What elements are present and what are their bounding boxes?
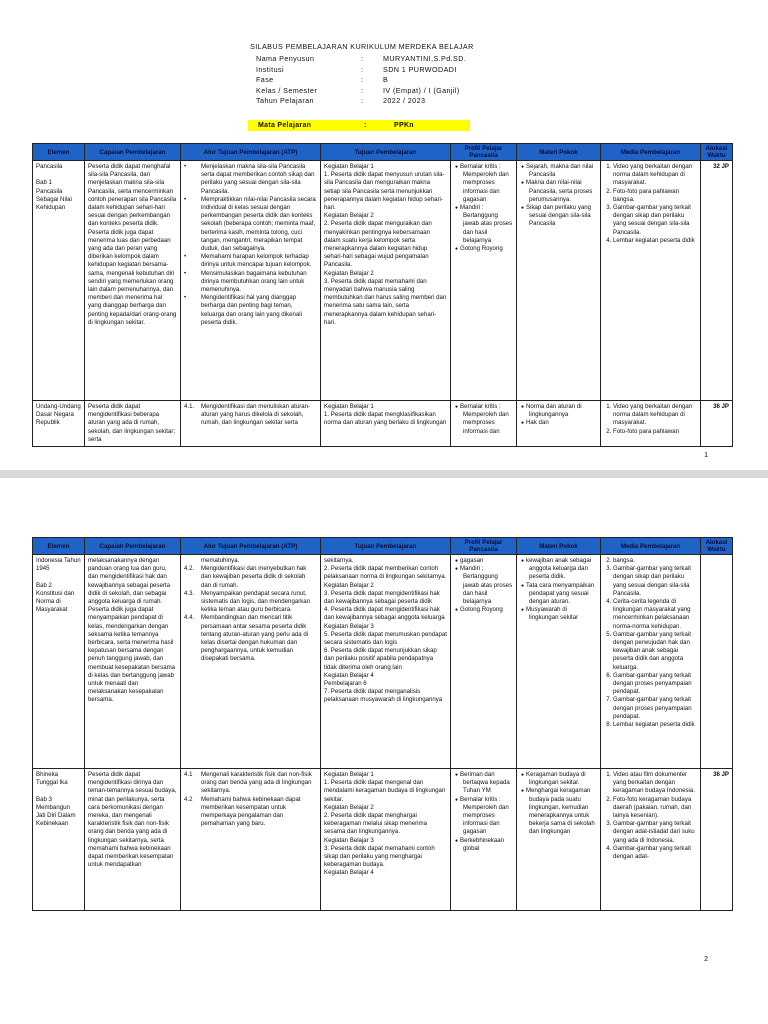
list-item: ● Berkebhinekaan global bbox=[463, 837, 513, 853]
atp-item: • Mempraktikkan nilai-nilai Pancasila secara individual di kelas sesuai dengan perkembangan peserta didik dan konteks sekolah (beberapa contoh; meminta maaf, berterima kasih, meminta tolong, cuci tangan, mengantri, merapikan tempat duduk, dan sebagainya. bbox=[184, 195, 316, 253]
text-line: Bab 3 bbox=[36, 795, 52, 803]
meta-value: B bbox=[383, 75, 389, 84]
atp-list bbox=[184, 557, 317, 664]
meta-row bbox=[250, 54, 474, 65]
column-header: Capaian Pembelajaran bbox=[85, 538, 181, 555]
list-item: ● Tata cara menyampaikan pendapat yang sesuai dengan aturan. bbox=[529, 582, 597, 607]
subject-label: Mata Pelajaran bbox=[258, 122, 312, 129]
atp-number: 4.1 bbox=[184, 771, 193, 778]
atp-item: 4.2. Mengidentifikasi dan menyebutkan hak dan kewajiban peserta didik di sekolah dan di rumah. bbox=[184, 565, 307, 589]
atp-cell bbox=[181, 401, 321, 447]
list-item: 2. Foto-foto keragaman budaya daerah (pakaian, rumah, dan lainya kesenian). bbox=[613, 796, 697, 821]
text-line: 7. Peserta didik dapat menganalisis pelaksanaan musyawarah di lingkungannya bbox=[324, 688, 443, 704]
atp-number: 4.1. bbox=[184, 403, 195, 410]
list-item: 1. Video yang berkaitan dengan norma dalam kehidupan di masyarakat. bbox=[613, 163, 697, 188]
atp-item: 4.2 Memahami bahwa kebinekaan dapat memberikan kesempatan untuk memperkaya pengalaman dan pemahaman yang baru. bbox=[184, 795, 301, 828]
text-line: Kegiatan Belajar 1 bbox=[324, 403, 374, 410]
column-header: Media Pembelajaran bbox=[601, 538, 701, 555]
meta-row bbox=[250, 65, 474, 76]
text-line: Kegiatan Belajar 3 bbox=[324, 836, 374, 844]
text-line: Peserta didik dapat menghafal sila-sila Pancasila, dan menjelaskan makna sila-sila Pancasila, serta mencerminkan contoh penerapan sila Pancasila dalam kehidupan sehari-hari sesuai dengan perkembangan dan konteks peserta didik. Peserta didik juga dapat menerima luas dan perbedaan yang ada dan peran yang diberikan kelompok dalam kehidupan kegiatan bersama-sama, mengenali kebutuhan diri sendiri yang memerlukan orang lain dalam pemenuhannya, dan memberi dan menerima hal yang dianggap berharga dan penting kepada/dari orang-orang di lingkungan sekitar. bbox=[88, 163, 177, 326]
list-item: 1. Video yang berkaitan dengan norma dalam kehidupan di masyarakat. bbox=[613, 403, 697, 428]
profil-cell bbox=[451, 555, 517, 769]
list-item: 8. Lembar kegiatan peserta didik bbox=[613, 721, 697, 729]
text-line: Kegiatan Belajar 2 bbox=[324, 269, 374, 277]
text-line: 3. Peserta didik dapat memahami dan menyadari bahwa manusia saling membutuhkan dan harus saling memberi dan menerima satu sama lain, serta menerapkannya dalam kehidupan sehari-hari. bbox=[324, 277, 447, 326]
column-header: Capaian Pembelajaran bbox=[85, 144, 181, 161]
atp-item: • Mensimulasikan bagaimana kebutuhan dirinya membutuhkan orang lain untuk memenuhinya. bbox=[184, 269, 307, 294]
text-line: 2. Peserta didik dapat memberikan contoh pelaksanaan norma di lingkungan sekitarnya. bbox=[324, 565, 447, 581]
meta-value: SDN 1 PURWODADI bbox=[383, 64, 457, 74]
list-item: ● Beriman dan bertaqwa kepada Tuhan YM bbox=[463, 771, 513, 796]
atp-number: • bbox=[184, 294, 187, 302]
list-item: 2. Foto-foto para pahlawan bangsa. bbox=[613, 188, 697, 204]
syllabus-table-page-2 bbox=[32, 537, 733, 911]
list-item: 5. Gambar-gambar yang terkait dengan perwujudan hak dan kewajiban anak sebagai peserta didik dan anggota keluarga. bbox=[613, 631, 697, 672]
list bbox=[520, 771, 597, 837]
text-line: Kegiatan Belajar 2 bbox=[324, 803, 374, 811]
text-line: Pancasila bbox=[36, 163, 63, 170]
list-item: ● Norma dan aturan di lingkungannya bbox=[529, 403, 597, 419]
list-item: 3. Gambar-gambar yang terkait dengan sikap dan perilaku yang sesuai dengan sila-sila Pancasila. bbox=[613, 204, 697, 237]
atp-number: • bbox=[184, 253, 187, 261]
syllabus-table-page-1 bbox=[32, 143, 733, 447]
list-item: ● Hak dan bbox=[529, 419, 597, 427]
elemen-cell bbox=[33, 161, 85, 401]
text-line: 3. Peserta didik dapat mengidentifikasi hak dan kewajibannya sebagai peserta didik bbox=[324, 589, 440, 606]
text-line: Kegiatan Belajar 1 bbox=[324, 771, 374, 778]
media-cell bbox=[601, 555, 701, 769]
atp-list bbox=[184, 771, 317, 828]
atp-number: 4.2. bbox=[184, 565, 195, 573]
list-item: ● Sikap dan perilaku yang sesuai dengan sila-sila Pancasila bbox=[529, 204, 597, 229]
atp-cell bbox=[181, 161, 321, 401]
text-line: Kegiatan Belajar 2 bbox=[324, 212, 374, 220]
text-line: melaksanakannya dengan panduan orang tua dan guru, dan mengidentifikasi hak dan kewajibannya sebagai peserta didik di sekolah, dan sebagai anggota keluarga di rumah. Peserta didik juga dapat menyampaikan pendapat di kelas, mendengarkan dengan seksama ketika temannya berbicara, serta menerima hasil kepatusan bersama dengan penuh tanggung jawab, dan membuat kesepakatan bersama di kelas dan bertanggung jawab untuk menaati dan melaksanakan kesepakatan bersama. bbox=[88, 557, 176, 704]
atp-cell bbox=[181, 769, 321, 911]
document-title: SILABUS PEMBELAJARAN KURIKULUM MERDEKA BELAJAR bbox=[250, 42, 474, 51]
atp-item: 4.4. Membandingkan dan mencari titik persamaan antar sesama peserta didik tentang aturan-aturan yang perlu ada di kelas disertai dengan hukuman dan penghargaannya, untuk kemudian disepakati bersama. bbox=[184, 614, 309, 663]
meta-key: Tahun Pelajaran bbox=[256, 96, 314, 105]
text-line: Peserta didik dapat mengidentifikasi beberapa aturan yang ada di rumah, sekolah, dan lingkungan sekitar; serta bbox=[88, 403, 176, 443]
profil-cell bbox=[451, 401, 517, 447]
atp-item: mematuhinya. bbox=[201, 557, 240, 564]
list-item: 4. Lembar kegiatan peserta didik bbox=[613, 237, 697, 245]
text-line: Pancasila Sebagai Nilai Kehidupan bbox=[36, 187, 72, 212]
subject-highlight: Mata Pelajaran : PPKn bbox=[248, 120, 470, 131]
list bbox=[604, 771, 697, 861]
elemen-cell bbox=[33, 401, 85, 447]
text-line: 1. Peserta didik dapat menyusun urutan sila-sila Pancasila dan menguraikan makna setiap sila Pancasila serta menunjukkan penerapannya dalam kegiatan hidup sehari-hari. bbox=[324, 171, 445, 212]
text-line: Kegiatan Belajar 4 bbox=[324, 869, 374, 877]
meta-row bbox=[250, 86, 474, 97]
document-header bbox=[250, 42, 474, 107]
text-line: Membangun Jati Diri Dalam Kebinekaan bbox=[36, 803, 76, 828]
capaian-cell bbox=[85, 555, 181, 769]
atp-item: 4.3. Menyampaikan pendapat secara runut, sistematis dan logis, dan mendengarkan ketika teman atau guru berbicara. bbox=[184, 589, 311, 614]
waktu-cell: 32 JP bbox=[701, 161, 733, 401]
atp-cell bbox=[181, 555, 321, 769]
list bbox=[454, 771, 513, 853]
tujuan-cell bbox=[321, 161, 451, 401]
atp-number: 4.3. bbox=[184, 589, 195, 597]
atp-item: • Mengidentifikasi hal yang dianggap berharga dan penting bagi teman, keluarga dan orang lain yang dikenali peserta didik. bbox=[184, 294, 302, 326]
list-item: 6. Gambar-gambar yang terkait dengan proses penyampaian pendapat. bbox=[613, 672, 697, 697]
text-line: Bab 1 bbox=[36, 179, 52, 187]
column-header: Alokasi Waktu bbox=[701, 144, 733, 161]
list-item: 7. Gambar-gambar yang terkait dengan proses penyampaian pendapat. bbox=[613, 696, 697, 721]
text-line: Pembelajaran 6 bbox=[324, 680, 367, 688]
text-line: Kegiatan Belajar 1 bbox=[324, 163, 374, 170]
text-line: 1. Peserta didik dapat mengklasifikasikan norma dan aturan yang berlaku di lingkungan bbox=[324, 411, 447, 427]
list-item: 2. Foto-foto para pahlawan bbox=[613, 428, 697, 436]
media-cell bbox=[601, 401, 701, 447]
meta-colon: : bbox=[361, 75, 364, 84]
column-header: Alur Tujuan Pembelajaran (ATP) bbox=[181, 144, 321, 161]
text-line: Peserta didik dapat mengidentifikasi dirinya dan teman-temannya sesuai budaya, minat dan perilakunya, serta cara berkomunikasi dengan mereka, dan mengenali karakteristik fisik dan non-fisik orang dan benda yang ada di lingkungan sekitarnya, serta memahami bahwa kebinekaan dapat memberikan kesempatan untuk mendapatkan bbox=[88, 771, 177, 869]
list-item: 2. bangsa. bbox=[613, 557, 697, 565]
column-header: Elemen bbox=[33, 144, 85, 161]
list bbox=[604, 557, 697, 729]
waktu-cell bbox=[701, 555, 733, 769]
meta-colon: : bbox=[361, 54, 364, 63]
meta-row bbox=[250, 96, 474, 107]
column-header: Materi Pokok bbox=[517, 538, 601, 555]
page-number: 2 bbox=[704, 956, 708, 963]
atp-item: • Menjelaskan makna sila-sila Pancasila serta dapat memberikan contoh sikap dan perilaku yang sesuai dengan sila-sila Pancasila. bbox=[184, 163, 315, 195]
atp-item: 4.1 Mengenali karakteristik fisik dan non-fisik orang dan benda yang ada di lingkungan sekitarnya. bbox=[184, 771, 312, 795]
column-header: Alur Tujuan Pembelajaran (ATP) bbox=[181, 538, 321, 555]
text-line: 5. Peserta didik dapat merumuskan pendapat secara sistematis dan logis bbox=[324, 630, 447, 647]
text-line: Kegiatan Belajar 3 bbox=[324, 622, 374, 630]
atp-list bbox=[184, 163, 317, 327]
list-item: 3. Gambar-gambar yang terkait dengan adat-istiadat dari suku yang ada di Indonesia. bbox=[613, 820, 697, 845]
atp-item: 4.1. Mengidentifikasi dan menuliskan aturan-aturan yang harus dikelola di sekolah, rumah, dan lingkungan sekitar serta bbox=[184, 403, 311, 427]
meta-colon: : bbox=[361, 64, 364, 74]
list-item: 1. Video atau film dokumenter yang berkaitan dengan keragaman budaya Indonesia. bbox=[613, 771, 697, 796]
column-header: Alokasi Waktu bbox=[701, 538, 733, 555]
list-item: ● Bernalar kritis : Memperoleh dan memproses informasi dan bbox=[463, 403, 513, 436]
media-cell bbox=[601, 161, 701, 401]
table-row bbox=[33, 769, 733, 911]
text-line: 3. Peserta didik dapat memahami contoh sikap dan perilaku yang menghargai keberagaman budaya. bbox=[324, 844, 435, 869]
tujuan-cell bbox=[321, 401, 451, 447]
list-item: ● Menghargai keragaman budaya pada suatu lingkungan, kemudian menerapkannya untuk bekerja sama di sekolah dan lingkungan bbox=[529, 787, 597, 836]
column-header: Tujuan Pembelajaran bbox=[321, 144, 451, 161]
list-item: ● Keragaman budaya di lingkungan sekitar. bbox=[529, 771, 597, 787]
column-header: Tujuan Pembelajaran bbox=[321, 538, 451, 555]
meta-colon: : bbox=[361, 96, 364, 105]
waktu-cell: 36 JP bbox=[701, 769, 733, 911]
text-line: Bhineka Tunggal Ika bbox=[36, 771, 68, 787]
capaian-cell bbox=[85, 769, 181, 911]
list-item: ● Sejarah, makna dan nilai Pancasila bbox=[529, 163, 597, 179]
list-item: ● Mandiri : Bertanggung jawab atas proses dan hasil belajarnya bbox=[463, 204, 513, 245]
profil-cell bbox=[451, 161, 517, 401]
atp-list bbox=[184, 403, 317, 428]
text-line: 2. Peserta didik dapat menguraikan dan menyakinkan pentingnya kebersamaan dalam suatu kerja kelompok serta menerapkannya dalam kegiatan hidup sehari-hari sebagai wujud pengamalan Pancasila. bbox=[324, 220, 432, 269]
materi-cell bbox=[517, 555, 601, 769]
capaian-cell bbox=[85, 401, 181, 447]
list bbox=[454, 403, 513, 436]
materi-cell bbox=[517, 161, 601, 401]
meta-colon: : bbox=[361, 85, 364, 95]
atp-number: 4.2 bbox=[184, 795, 193, 803]
text-line: Kegiatan Belajar 4 bbox=[324, 671, 374, 679]
list bbox=[454, 163, 513, 253]
atp-number: 4.4. bbox=[184, 614, 195, 622]
list bbox=[454, 557, 513, 614]
text-line: Undang-Undang Dasar Negara Republik bbox=[36, 403, 81, 427]
meta-key: Institusi bbox=[256, 64, 284, 74]
waktu-cell: 36 JP bbox=[701, 401, 733, 447]
atp-number: • bbox=[184, 163, 187, 170]
atp-number: • bbox=[184, 269, 187, 277]
tujuan-cell bbox=[321, 555, 451, 769]
list bbox=[604, 403, 697, 436]
list-item: ● Gotong Royong bbox=[463, 245, 513, 253]
column-header: Profil Pelajar Pancasila bbox=[451, 144, 517, 161]
column-header: Media Pembelajaran bbox=[601, 144, 701, 161]
table-row bbox=[33, 161, 733, 401]
meta-value: 2022 / 2023 bbox=[383, 96, 426, 105]
list-item: ● Musyawarah di lingkungan sekitar bbox=[529, 606, 597, 622]
column-header: Profil Pelajar Pancasila bbox=[451, 538, 517, 555]
materi-cell bbox=[517, 769, 601, 911]
meta-key: Kelas / Semester bbox=[256, 85, 318, 95]
subject-value: PPKn bbox=[394, 122, 414, 129]
text-line: 6. Peserta didik dapat menunjukkan sikap dan perilaku positif apabila pendapatnya tidak diterima oleh orang lain bbox=[324, 647, 437, 671]
text-line: Bab 2 bbox=[36, 581, 52, 589]
text-line: Indonesia Tahun 1945 bbox=[36, 557, 81, 573]
list-item: ● Bernalar kritis : Memperoleh dan memproses informasi dan gagasan bbox=[463, 796, 513, 837]
text-line: sekitarnya. bbox=[324, 557, 354, 564]
column-header: Elemen bbox=[33, 538, 85, 555]
list-item: 3. Gambar-gambar yang terkait dengan sikap dan perilaku yang sesuai dengan sila-sila Pancasila. bbox=[613, 565, 697, 598]
list-item: ● Makna dan nilai-nilai Pancasila, serta proses perumusannya. bbox=[529, 179, 597, 204]
list-item: ● gagasan bbox=[463, 557, 513, 565]
meta-key: Fase bbox=[256, 75, 274, 84]
meta-value: MURYANTINI,S.Pd.SD. bbox=[383, 54, 467, 63]
list-item: 4. Cerita-cerita legenda di lingkungan masyarakat yang mencerminkan pelaksanaan norma-norma kehidupan. bbox=[613, 598, 697, 631]
table-row bbox=[33, 401, 733, 447]
profil-cell bbox=[451, 769, 517, 911]
meta-row bbox=[250, 75, 474, 86]
meta-value: IV (Empat) / I (Ganjil) bbox=[383, 85, 460, 95]
text-line bbox=[36, 171, 81, 179]
text-line: 1. Peserta didik dapat mengenal dan mendalami keragaman budaya di lingkungan sekitar. bbox=[324, 779, 446, 803]
tujuan-cell bbox=[321, 769, 451, 911]
text-line: 2. Peserta didik dapat menghargai keberagaman melalui sikap menerima sesama dan lingkungannya. bbox=[324, 812, 427, 836]
list bbox=[520, 163, 597, 229]
atp-number: • bbox=[184, 195, 187, 203]
text-line bbox=[36, 787, 81, 795]
text-line: Kegiatan Belajar 2 bbox=[324, 581, 374, 589]
page-number: 1 bbox=[704, 452, 708, 459]
list-item: ● kewajiban anak sebagai anggota keluarga dan peserta didik. bbox=[529, 557, 597, 582]
page-2 bbox=[0, 478, 768, 1024]
text-line: 4. Peserta didik dapat mengidentifikasi hak dan kewajibannya sebagai anggota keluarga bbox=[324, 606, 445, 622]
list-item: ● Mandiri : Bertanggung jawab atas proses dan hasil belajarnya bbox=[463, 565, 513, 606]
list-item: 4. Gambar-gambar yang terkait dengan adat- bbox=[613, 845, 697, 861]
list-item: ● Bernalar kritis : Memperoleh dan memproses informasi dan gagasan bbox=[463, 163, 513, 204]
list bbox=[520, 557, 597, 623]
page-1 bbox=[0, 0, 768, 470]
list bbox=[520, 403, 597, 428]
capaian-cell bbox=[85, 161, 181, 401]
atp-item: • Memahami harapan kelompok terhadap dirinya untuk mencapai tujuan kelompok. bbox=[184, 253, 312, 269]
list bbox=[604, 163, 697, 245]
meta-key: Nama Penyusun bbox=[256, 54, 315, 63]
text-line: Konstitusi dan Norma di Masyarakat bbox=[36, 589, 75, 614]
column-header: Materi Pokok bbox=[517, 144, 601, 161]
materi-cell bbox=[517, 401, 601, 447]
elemen-cell bbox=[33, 769, 85, 911]
elemen-cell bbox=[33, 555, 85, 769]
list-item: ● Gotong Royong bbox=[463, 606, 513, 614]
table-row bbox=[33, 555, 733, 769]
media-cell bbox=[601, 769, 701, 911]
text-line bbox=[36, 573, 81, 581]
